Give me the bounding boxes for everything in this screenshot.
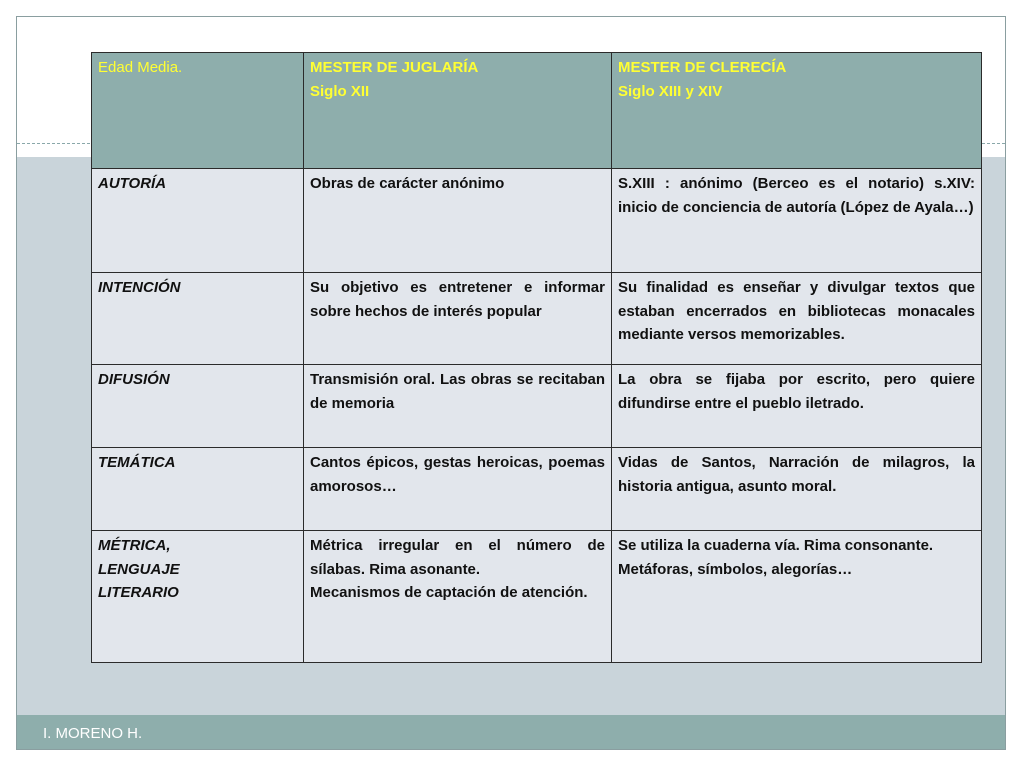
row-label: DIFUSIÓN bbox=[92, 365, 304, 448]
clerecia-paragraph: Metáforas, símbolos, alegorías… bbox=[618, 560, 853, 578]
table-row-difusion bbox=[92, 365, 982, 448]
juglaria-cell bbox=[304, 531, 612, 663]
juglaria-cell: Cantos épicos, gestas heroicas, poemas amorosos… bbox=[304, 448, 612, 531]
comparison-table bbox=[91, 52, 982, 663]
table-row-autoria bbox=[92, 169, 982, 273]
row-label-line: LENGUAJE bbox=[98, 560, 180, 578]
juglaria-cell: Obras de carácter anónimo bbox=[304, 169, 612, 273]
table-header-row bbox=[92, 53, 982, 169]
clerecia-cell: S.XIII : anónimo (Berceo es el notario) s.XIV: inicio de conciencia de autoría (López de Ayala…) bbox=[612, 169, 982, 273]
clerecia-paragraph: Se utiliza la cuaderna vía. Rima consonante. bbox=[618, 537, 934, 554]
row-label-line: MÉTRICA, bbox=[98, 537, 171, 554]
juglaria-paragraph: Mecanismos de captación de atención. bbox=[310, 584, 588, 601]
table-row-intencion bbox=[92, 273, 982, 365]
header-cell-period bbox=[92, 53, 304, 169]
row-label: TEMÁTICA bbox=[92, 448, 304, 531]
clerecia-cell: Vidas de Santos, Narración de milagros, la historia antigua, asunto moral. bbox=[612, 448, 982, 531]
header-juglaria-title: MESTER DE JUGLARÍA bbox=[310, 59, 479, 76]
header-juglaria-century: Siglo XII bbox=[310, 82, 370, 100]
slide-footer bbox=[17, 715, 1005, 749]
header-cell-clerecia bbox=[612, 53, 982, 169]
row-label: INTENCIÓN bbox=[92, 273, 304, 365]
juglaria-cell: Transmisión oral. Las obras se recitaban de memoria bbox=[304, 365, 612, 448]
clerecia-cell bbox=[612, 531, 982, 663]
row-label-line: LITERARIO bbox=[98, 584, 179, 601]
juglaria-paragraph: Métrica irregular en el número de sílabas. Rima asonante. bbox=[310, 537, 605, 578]
juglaria-cell: Su objetivo es entretener e informar sobre hechos de interés popular bbox=[304, 273, 612, 365]
clerecia-cell: Su finalidad es enseñar y divulgar textos que estaban encerrados en bibliotecas monacales mediante versos memorizables. bbox=[612, 273, 982, 365]
footer-author: I. MORENO H. bbox=[43, 725, 143, 742]
row-label: AUTORÍA bbox=[92, 169, 304, 273]
header-clerecia-title: MESTER DE CLERECÍA bbox=[618, 59, 787, 76]
header-cell-juglaria bbox=[304, 53, 612, 169]
table-row-metrica bbox=[92, 531, 982, 663]
header-period-label: Edad Media. bbox=[98, 59, 183, 76]
header-clerecia-century: Siglo XIII y XIV bbox=[618, 82, 723, 100]
clerecia-cell: La obra se fijaba por escrito, pero quiere difundirse entre el pueblo iletrado. bbox=[612, 365, 982, 448]
row-label-metrica bbox=[92, 531, 304, 663]
table-row-tematica bbox=[92, 448, 982, 531]
